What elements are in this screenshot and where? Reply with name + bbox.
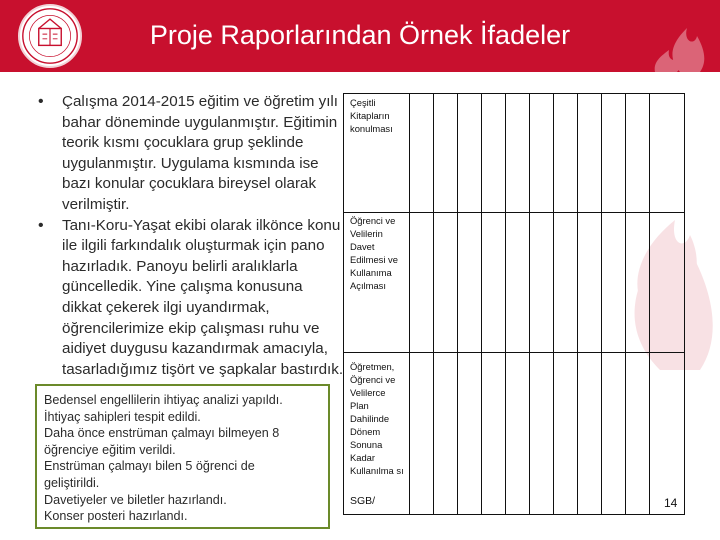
table-column-line [433,94,434,514]
table-column-line [457,94,458,514]
summary-line: geliştirildi. [44,475,100,490]
table-column-line [649,94,650,514]
table-footer-label: SGB/ [350,495,376,507]
schedule-table [343,93,685,515]
table-column-line [577,94,578,514]
table-row-line [344,212,684,213]
summary-line: İhtiyaç sahipleri tespit edildi. [44,409,201,424]
bullet-item [38,216,344,381]
page-number: 14 [664,496,678,510]
table-cell: Öğrenci ve Velilerin Davet Edilmesi ve Kullanıma Açılması [350,215,398,291]
summary-line: Enstrüman çalmayı bilen 5 öğrenci de [44,459,255,474]
activity-summary-box [35,384,330,529]
flame-emblem-icon [625,0,720,72]
slide-header [0,0,720,72]
bullet-text: Tanı-Koru-Yaşat ekibi olarak ilkönce konu ile ilgili farkındalık oluşturmak için pano hazırladık. Panoyu belirli aralıklarla güncelledik. Yine çalışma konusuna dikkat çekerek ilgi uyandırmak, öğrencilerimize ekip çalışması ruhu ve aidiyet duygusu kazandırmak amacıyla, tasarladığımız tişört ve şapkalar bastırdık. [62,216,344,378]
summary-line: öğrenciye eğitim verildi. [44,442,176,457]
bullet-item [38,92,344,216]
table-row-line [344,352,684,353]
table-column-line [625,94,626,514]
table-cell: Çeşitli Kitapların konulması [350,97,393,134]
table-column-line [529,94,530,514]
table-column-line [553,94,554,514]
bullet-text: Çalışma 2014-2015 eğitim ve öğretim yılı bahar döneminde uygulanmıştır. Eğitimin teorik kısmı çocuklara grup şeklinde uygulanmıştır. Uygulama kısmında ise bazı konular çocuklara bireysel olarak verilmiştir. [62,93,339,213]
table-column-line [481,94,482,514]
summary-line: Konser posteri hazırlandı. [44,509,188,524]
summary-line: Bedensel engellilerin ihtiyaç analizi yapıldı. [44,393,283,407]
slide-title: Proje Raporlarından Örnek İfadeler [149,20,571,50]
bullet-icon: • [38,216,44,234]
table-column-line [601,94,602,514]
summary-line: Davetiyeler ve biletler hazırlandı. [44,492,227,507]
summary-line: Daha önce enstrüman çalmayı bilmeyen 8 [44,426,280,441]
table-column-line [409,94,410,514]
bullet-list [38,92,344,380]
bullet-icon: • [38,93,44,110]
table-cell: Öğretmen, Öğrenci ve Velilerce Plan Dahilinde Dönem Sonuna Kadar Kullanılma sı [350,361,404,476]
table-column-line [505,94,506,514]
